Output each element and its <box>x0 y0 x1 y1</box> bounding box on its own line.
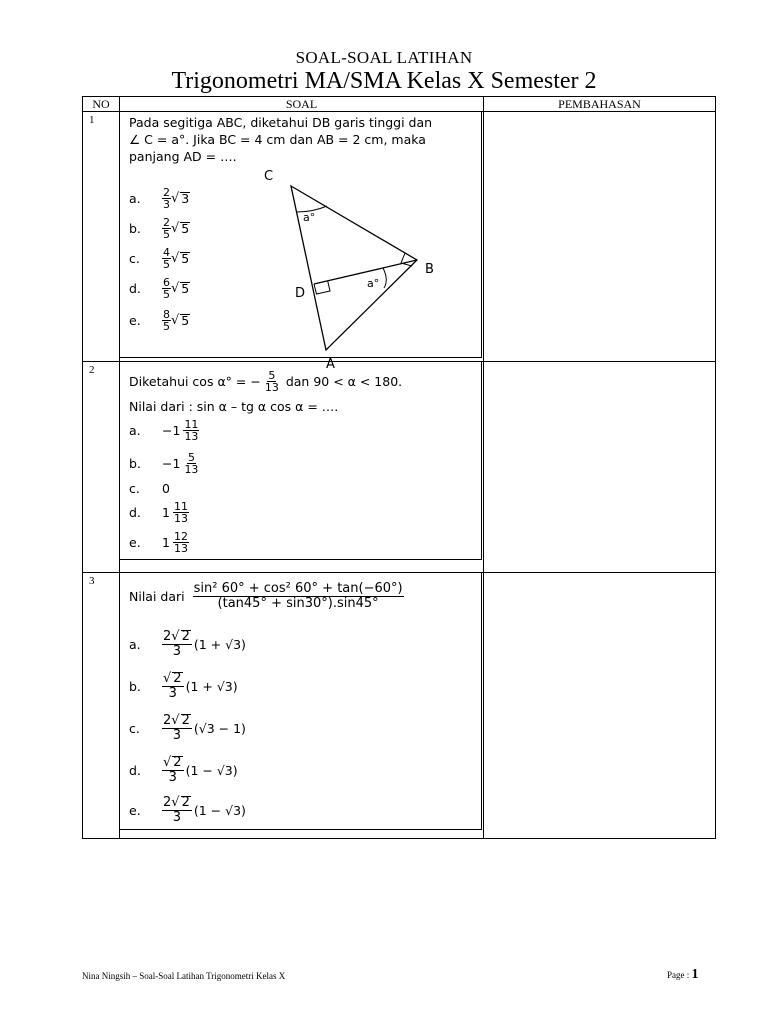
page-indicator <box>667 967 699 983</box>
discussion-cell <box>484 362 716 573</box>
question-text: panjang AD = …. <box>129 149 237 164</box>
option-d: d. $\frac{√ 2}{3}$ (1 − √3) <box>129 754 238 785</box>
option-e: e. $\frac{2√ 2}{3}$ (1 − √3) <box>129 794 246 825</box>
exercise-table <box>82 96 716 839</box>
table-row <box>83 112 716 362</box>
document-subtitle: Trigonometri MA/SMA Kelas X Semester 2 <box>171 68 597 94</box>
option-a: a. $\frac{2√ 2}{3}$ (1 + √3) <box>129 628 246 659</box>
header-pembahasan: PEMBAHASAN <box>484 97 716 112</box>
footer-text: Nina Ningsih – Soal-Soal Latihan Trigonometri Kelas X <box>82 971 286 981</box>
question-text: ∠ C = a°. Jika BC = 4 cm dan AB = 2 cm, maka <box>129 132 426 147</box>
question-1 <box>119 112 482 372</box>
option-d: d. 1 $\frac{11}{13}$ <box>129 499 188 525</box>
triangle-diagram <box>259 162 479 372</box>
option-b: b. $\frac{√ 2}{3}$ (1 + √3) <box>129 670 238 701</box>
question-2 <box>119 362 482 560</box>
angle-b-arc <box>383 268 386 288</box>
label-d: D <box>295 286 306 301</box>
table-row <box>83 362 716 573</box>
angle-b-mark <box>401 253 412 266</box>
label-b: B <box>425 262 434 277</box>
question-text: Nilai dari $\frac{\text{sin² 60° + cos² 60° + tan(−60°)}}{(\tan 45^\circ + \sin 30^\circ).\sin 45^\circ}$ <box>129 580 403 611</box>
row-number: 1 <box>83 112 120 362</box>
question-text: Diketahui cos α° = − $\frac{5}{13}$ dan 90 < α < 180. <box>129 368 403 394</box>
document-title: SOAL-SOAL LATIHAN <box>295 48 473 67</box>
discussion-cell <box>484 112 716 362</box>
question-3 <box>119 573 482 830</box>
question-cell <box>120 362 484 573</box>
question-cell <box>120 573 484 839</box>
option-b: b. −1 $\frac{5}{13}$ <box>129 450 199 476</box>
header-soal: SOAL <box>120 97 484 112</box>
page-label: Page : <box>667 970 692 980</box>
angle-b-label: a° <box>367 277 380 290</box>
question-cell <box>120 112 484 372</box>
option-e: e. $\frac{8}{5}$ √ 5 <box>129 307 190 333</box>
header-no: NO <box>83 97 120 112</box>
question-text: Pada segitiga ABC, diketahui DB garis tinggi dan <box>129 115 433 130</box>
option-c: c. 0 <box>129 480 170 496</box>
angle-c-label: a° <box>303 211 316 224</box>
row-number: 2 <box>83 362 120 573</box>
page-number: 1 <box>691 967 699 982</box>
label-a: A <box>326 357 335 372</box>
option-c: c. $\frac{4}{5}$ √ 5 <box>129 245 190 271</box>
option-b: b. $\frac{2}{5}$ √ 5 <box>129 215 190 241</box>
table-row <box>83 573 716 839</box>
option-d: d. $\frac{6}{5}$ √ 5 <box>129 275 190 301</box>
discussion-cell <box>484 573 716 839</box>
option-c: c. $\frac{2√ 2}{3}$ (√3 − 1) <box>129 712 246 743</box>
label-c: C <box>264 169 274 184</box>
option-a: a. −1 $\frac{11}{13}$ <box>129 417 199 443</box>
question-text: Nilai dari : sin α – tg α cos α = …. <box>129 399 339 414</box>
option-a: a. $\frac{2}{3}$ √ 3 <box>129 185 190 211</box>
option-e: e. 1 $\frac{12}{13}$ <box>129 529 188 555</box>
row-number: 3 <box>83 573 120 839</box>
